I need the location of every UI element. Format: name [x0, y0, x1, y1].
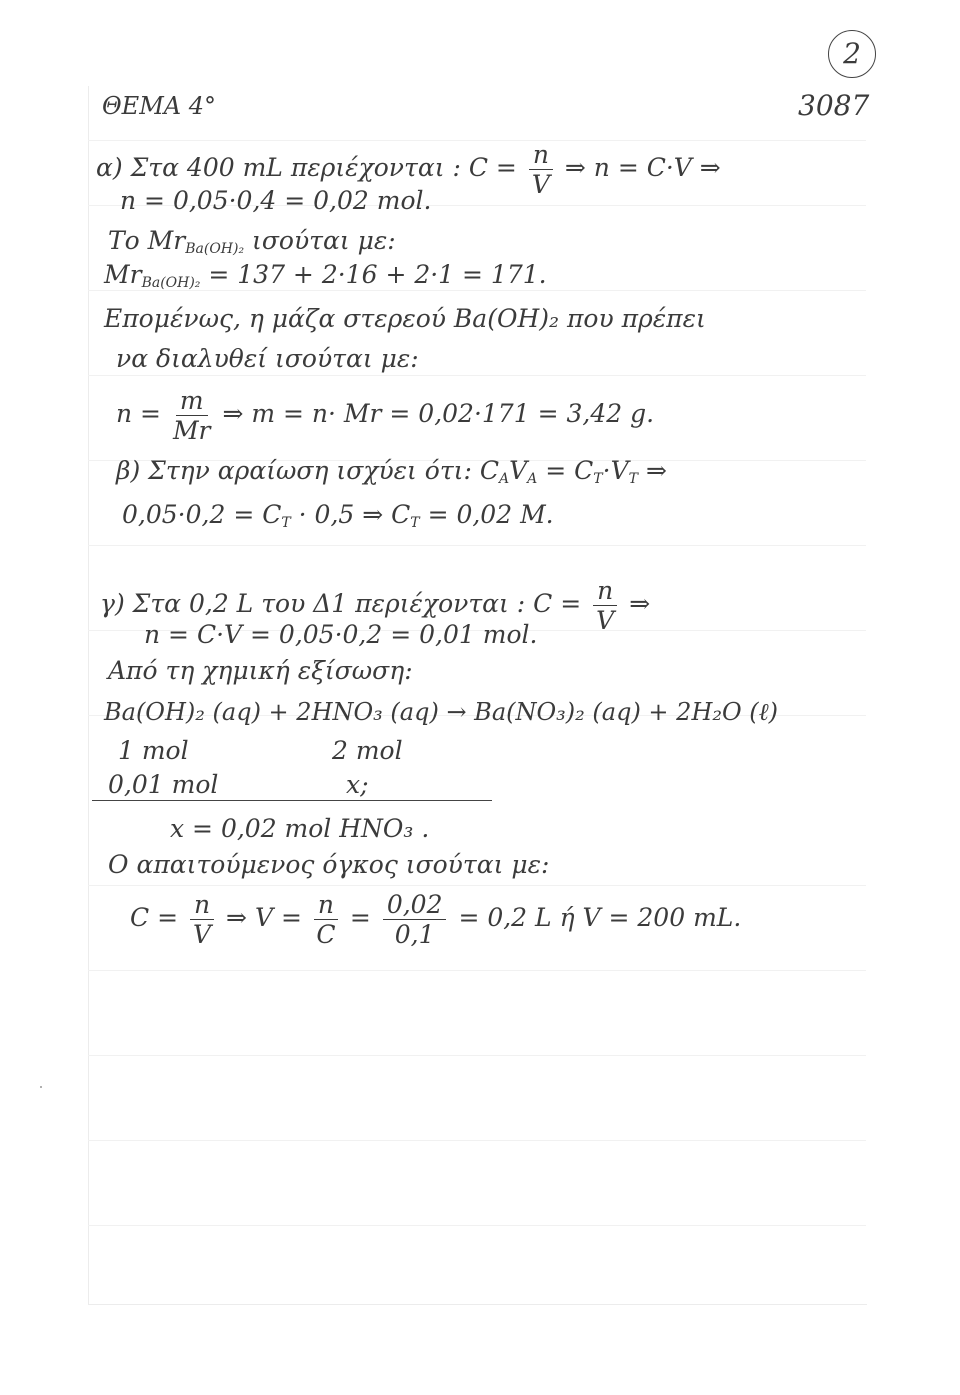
mole-ratio-right: 2 mol [332, 736, 403, 765]
fraction-n-over-v: $\frac{n}{V}$ [593, 578, 617, 633]
part-a-line-2: n = 0,05·0,4 = 0,02 mol. [120, 186, 432, 215]
part-a-line-5: Επομένως, η μάζα στερεού Ba(OH)₂ που πρέπει [104, 304, 706, 333]
ruled-line [88, 545, 866, 546]
chemical-equation: Ba(OH)₂ (aq) + 2HNO₃ (aq) → Ba(NO₃)₂ (aq) + 2H₂O (ℓ) [104, 698, 779, 726]
proportion-divider [92, 800, 492, 801]
part-a-text: α) Στα 400 mL περιέχονται : C = [96, 153, 517, 182]
ruled-line [88, 1140, 866, 1141]
page-number: 2 [828, 30, 876, 78]
part-a-line-7: n = $\frac{m}{Mr}$ ⇒ m = n· Mr = 0,02·171 = 3,42 g. [116, 386, 655, 445]
fraction-n-over-v: $\frac{n}{V}$ [529, 142, 553, 197]
fraction-n-over-v: $\frac{n}{V}$ [190, 892, 214, 947]
fraction-values: $\frac{0,02}{0,1}$ [383, 892, 447, 947]
ruled-line [88, 1055, 866, 1056]
fraction-n-over-c: $\frac{n}{C}$ [314, 892, 338, 947]
part-a-line-4: $Mr_{Ba(OH)_2} = 137 + 2\cdot 16 + 2\cdot 1 = 171$. [104, 260, 547, 291]
part-b-line-2: $0,05\cdot 0,2 = C_T \cdot 0,5$ ⇒ $C_T = 0,02$ M. [122, 500, 554, 531]
ruled-line [88, 140, 866, 141]
part-c-line-8: Ο απαιτούμενος όγκος ισούται με: [108, 850, 550, 879]
final-calculation: C = $\frac{n}{V}$ ⇒ V = $\frac{n}{C}$ = $\frac{0,02}{0,1}$ = 0,2 L ή V = 200 mL. [130, 890, 742, 949]
part-c-line-2: n = C·V = 0,05·0,2 = 0,01 mol. [144, 620, 538, 649]
ruled-line [88, 375, 866, 376]
unknown-moles: x; [346, 770, 369, 799]
part-a-line-3: Το $Mr_{Ba(OH)_2}$ ισούται με: [108, 226, 396, 257]
given-moles: 0,01 mol [108, 770, 219, 799]
part-a-tail: ⇒ n = C·V ⇒ [564, 153, 721, 182]
page-title: ΘΕΜΑ 4° [102, 92, 216, 120]
result-x: x = 0,02 mol HNO₃ . [170, 814, 430, 843]
part-a-line-6: να διαλυθεί ισούται με: [116, 344, 419, 373]
ruled-line [88, 970, 866, 971]
part-c-line-3: Από τη χημική εξίσωση: [108, 656, 413, 685]
mole-ratio-left: 1 mol [118, 736, 189, 765]
problem-code: 3087 [798, 89, 870, 122]
part-c-line-1: γ) Στα 0,2 L του Δ1 περιέχονται : C = $\frac{n}{V}$ ⇒ [100, 576, 651, 635]
ruled-line [88, 290, 866, 291]
part-b-line-1: β) Στην αραίωση ισχύει ότι: $C_AV_A = C_T\cdot V_T$ ⇒ [116, 456, 667, 487]
ruled-line [88, 885, 866, 886]
fraction-m-over-mr: $\frac{m}{Mr}$ [172, 386, 211, 445]
ruled-line [88, 1225, 866, 1226]
paper-speck [40, 1086, 42, 1088]
